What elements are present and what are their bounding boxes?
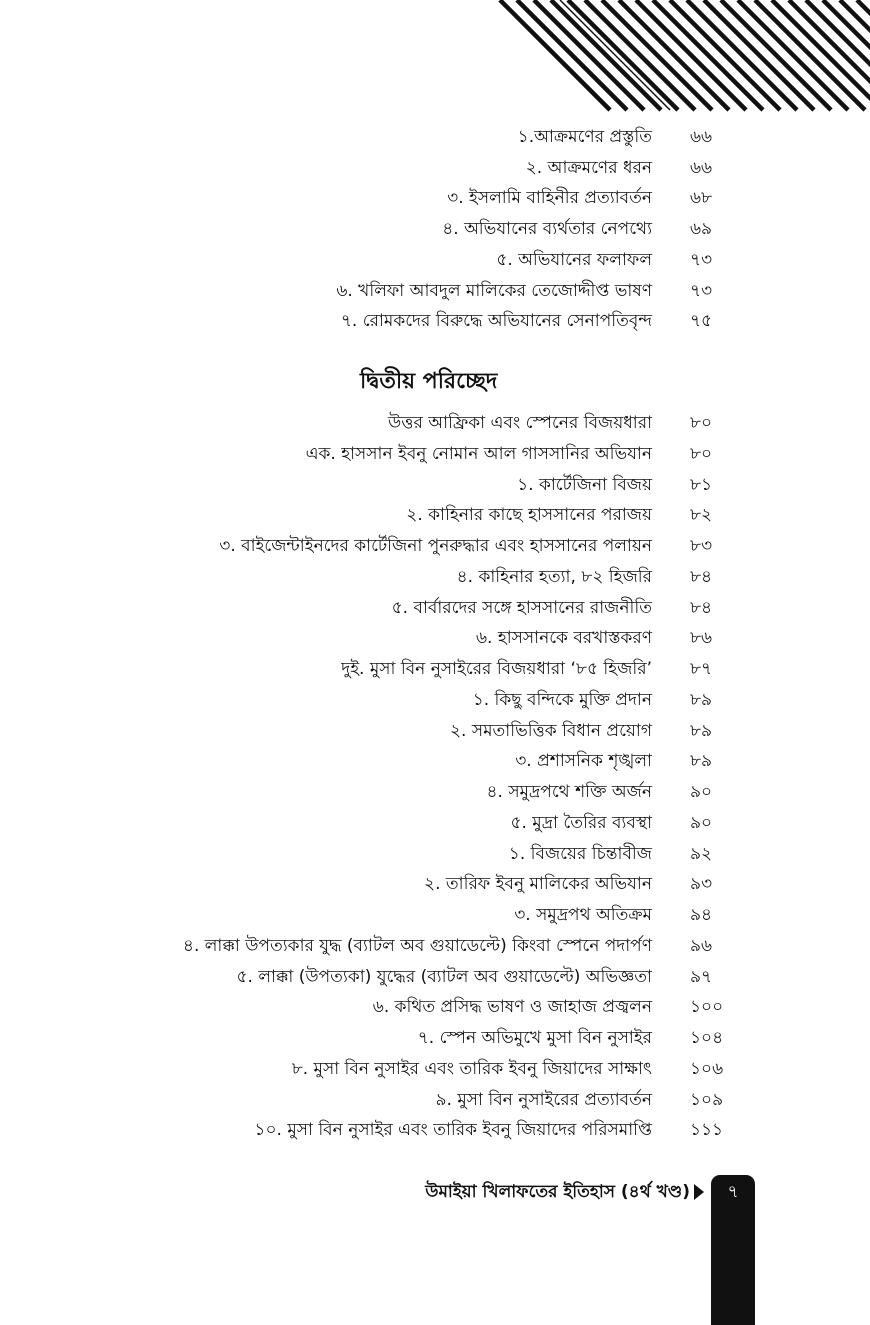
- toc-entry: [0, 839, 870, 869]
- toc-entry-title: উত্তর আফ্রিকা এবং স্পেনের বিজয়ধারা: [388, 413, 652, 433]
- toc-entry-title: ৪. লাক্কা উপত্যকার যুদ্ধ (ব্যাটল অব গুয়াডেল্টে) কিংবা স্পেনে পদার্পণ: [182, 935, 652, 956]
- toc-entry-title: ৩. বাইজেন্টাইনদের কার্টেজিনা পুনরুদ্ধার এবং হাসসানের পলায়ন: [219, 536, 652, 556]
- toc-entry-page: ৮২: [690, 505, 713, 526]
- toc-entry-title: ৩. প্রশাসনিক শৃঙ্খলা: [515, 751, 652, 772]
- toc-entry: [0, 992, 870, 1022]
- toc-entry: [0, 654, 870, 684]
- corner-stripes-decoration: [0, 0, 870, 120]
- toc-entry-title: ৫. অভিযানের ফলাফল: [496, 249, 652, 270]
- toc-entry: [0, 900, 870, 930]
- toc-entry-page: ১০৯: [690, 1089, 724, 1110]
- toc-entry-title: ১. কিছু বন্দিকে মুক্তি প্রদান: [472, 689, 652, 710]
- stripe-line: [687, 0, 797, 110]
- toc-entry: [0, 245, 870, 275]
- toc-entry-page: ৮৬: [690, 628, 713, 649]
- toc-entry: [0, 623, 870, 653]
- toc-entry: [0, 408, 870, 438]
- stripe-line: [551, 0, 661, 110]
- toc-entry-page: ৯০: [690, 812, 713, 833]
- stripe-line: [517, 0, 627, 110]
- toc-entry: [0, 306, 870, 336]
- toc-entry-page: ৬৯: [690, 219, 713, 240]
- toc-entry-page: ৯৪: [690, 905, 713, 925]
- toc-entry-title: ৫. মুদ্রা তৈরির ব্যবস্থা: [510, 812, 652, 833]
- toc-entry: [0, 276, 870, 306]
- triangle-right-icon: [694, 1184, 704, 1200]
- toc-entry: [0, 1115, 870, 1145]
- stripe-line: [534, 0, 644, 110]
- stripe-line: [602, 0, 712, 110]
- stripe-line: [568, 0, 678, 110]
- toc-entry-title: ৪. অভিযানের ব্যর্থতার নেপথ্যে: [442, 219, 652, 240]
- toc-entry-page: ৭৩: [690, 280, 713, 301]
- stripe-line: [670, 0, 780, 110]
- toc-entry-page: ৯৩: [690, 874, 713, 895]
- toc-entry-title: ৫. বার্বারদের সঙ্গে হাসসানের রাজনীতি: [391, 597, 652, 618]
- toc-entry-title: ৮. মুসা বিন নুসাইর এবং তারিক ইবনু জিয়াদের সাক্ষাৎ: [291, 1058, 652, 1079]
- toc-entry: [0, 531, 870, 561]
- toc-entry: [0, 808, 870, 838]
- toc-entry-page: ৬৮: [690, 188, 713, 209]
- toc-entry-title: ৩. সমুদ্রপথ অতিক্রম: [514, 905, 652, 925]
- toc-entry-page: ৮৯: [690, 689, 713, 710]
- toc-entry-page: ১০৬: [690, 1058, 724, 1079]
- stripe-line: [653, 0, 763, 110]
- toc-entry: [0, 439, 870, 469]
- toc-entry-page: ৬৬: [690, 127, 713, 147]
- toc-entry: [0, 931, 870, 961]
- toc-entry-page: ৯২: [690, 843, 713, 864]
- toc-entry: [0, 214, 870, 244]
- stripe-line: [500, 0, 610, 110]
- toc-entry: [0, 1023, 870, 1053]
- page-number: ৭: [727, 1182, 739, 1202]
- toc-entry: [0, 962, 870, 992]
- toc-entry: [0, 500, 870, 530]
- toc-entry-page: ১১১: [690, 1120, 724, 1141]
- toc-entry-title: ৪. সমুদ্রপথে শক্তি অর্জন: [486, 782, 652, 802]
- stripe-line: [738, 0, 848, 110]
- toc-entry-page: ৮৪: [690, 566, 713, 587]
- stripe-line: [619, 0, 729, 110]
- page-number-tab: [711, 1175, 755, 1325]
- toc-entry: [0, 122, 870, 152]
- toc-entry-title: ৩. ইসলামি বাহিনীর প্রত্যাবর্তন: [447, 188, 652, 209]
- toc-entry-title: ৬. খলিফা আবদুল মালিকের তেজোদ্দীপ্ত ভাষণ: [336, 280, 652, 301]
- section-heading: দ্বিতীয় পরিচ্ছেদ: [360, 369, 498, 394]
- toc-entry: [0, 470, 870, 500]
- toc-entry-title: ২. তারিফ ইবনু মালিকের অভিযান: [424, 874, 652, 895]
- toc-entry-title: এক. হাসসান ইবনু নোমান আল গাসসানির অভিযান: [305, 443, 652, 464]
- toc-entry-title: ৬. কথিত প্রসিদ্ধ ভাষণ ও জাহাজ প্রজ্বলন: [372, 997, 652, 1018]
- toc-entry-title: ৪. কাহিনার হত্যা, ৮২ হিজরি: [456, 566, 652, 587]
- toc-entry: [0, 746, 870, 776]
- toc-entry: [0, 593, 870, 623]
- toc-entry-page: ৬৬: [690, 157, 713, 178]
- toc-entry-page: ৯৬: [690, 935, 713, 956]
- toc-entry-page: ৭৫: [690, 311, 713, 332]
- toc-entry-title: ১.আক্রমণের প্রস্তুতি: [517, 127, 652, 147]
- toc-entry-title: ১. বিজয়ের চিন্তাবীজ: [508, 843, 652, 864]
- toc-entry-title: দুই. মুসা বিন নুসাইরের বিজয়ধারা ‘৮৫ হিজরি’: [341, 659, 652, 679]
- toc-entry: [0, 562, 870, 592]
- toc-entry: [0, 869, 870, 899]
- toc-entry-page: ৮০: [690, 443, 713, 464]
- stripe-line: [755, 0, 865, 110]
- toc-entry-page: ৮০: [690, 413, 713, 433]
- toc-entry-title: ৬. হাসসানকে বরখাস্তকরণ: [475, 628, 652, 649]
- toc-entry-page: ১০০: [690, 997, 724, 1018]
- toc-entry: [0, 777, 870, 807]
- toc-entry-page: ১০৪: [690, 1028, 724, 1048]
- toc-entry-page: ৭৩: [690, 249, 713, 270]
- stripe-line: [721, 0, 831, 110]
- toc-entry-title: ৭. রোমকদের বিরুদ্ধে অভিযানের সেনাপতিবৃন্দ: [340, 311, 652, 332]
- toc-entry-title: ৯. মুসা বিন নুসাইরের প্রত্যাবর্তন: [435, 1089, 652, 1110]
- toc-entry-title: ৭. স্পেন অভিমুখে মুসা বিন নুসাইর: [417, 1028, 652, 1048]
- toc-entry-title: ১০. মুসা বিন নুসাইর এবং তারিক ইবনু জিয়াদের পরিসমাপ্তি: [254, 1120, 652, 1141]
- toc-entry-title: ২. কাহিনার কাছে হাসসানের পরাজয়: [406, 505, 652, 526]
- toc-entry-page: ৮৭: [690, 659, 713, 679]
- toc-entry: [0, 183, 870, 213]
- toc-entry-title: ১. কার্টেজিনা বিজয়: [517, 474, 652, 495]
- stripe-line: [704, 0, 814, 110]
- toc-entry: [0, 1085, 870, 1115]
- book-title-footer: উমাইয়া খিলাফতের ইতিহাস (৪র্থ খণ্ড): [425, 1182, 690, 1202]
- toc-entry-page: ৮১: [690, 474, 713, 495]
- toc-entry-title: ২. সমতাভিত্তিক বিধান প্রয়োগ: [449, 720, 652, 741]
- toc-entry: [0, 685, 870, 715]
- toc-entry-page: ৮৩: [690, 536, 713, 556]
- toc-entry: [0, 1054, 870, 1084]
- toc-entry: [0, 716, 870, 746]
- toc-entry-page: ৮৯: [690, 720, 713, 741]
- toc-entry-page: ৮৪: [690, 597, 713, 618]
- toc-entry-page: ৮৯: [690, 751, 713, 772]
- toc-entry-page: ৯৭: [690, 966, 713, 987]
- toc-entry-title: ৫. লাক্কা (উপত্যকা) যুদ্ধের (ব্যাটল অব গুয়াডেল্টে) অভিজ্ঞতা: [236, 966, 652, 987]
- toc-entry-page: ৯০: [690, 782, 713, 802]
- toc-entry: [0, 153, 870, 183]
- stripe-line: [585, 0, 695, 110]
- toc-entry-title: ২. আক্রমণের ধরন: [525, 157, 652, 178]
